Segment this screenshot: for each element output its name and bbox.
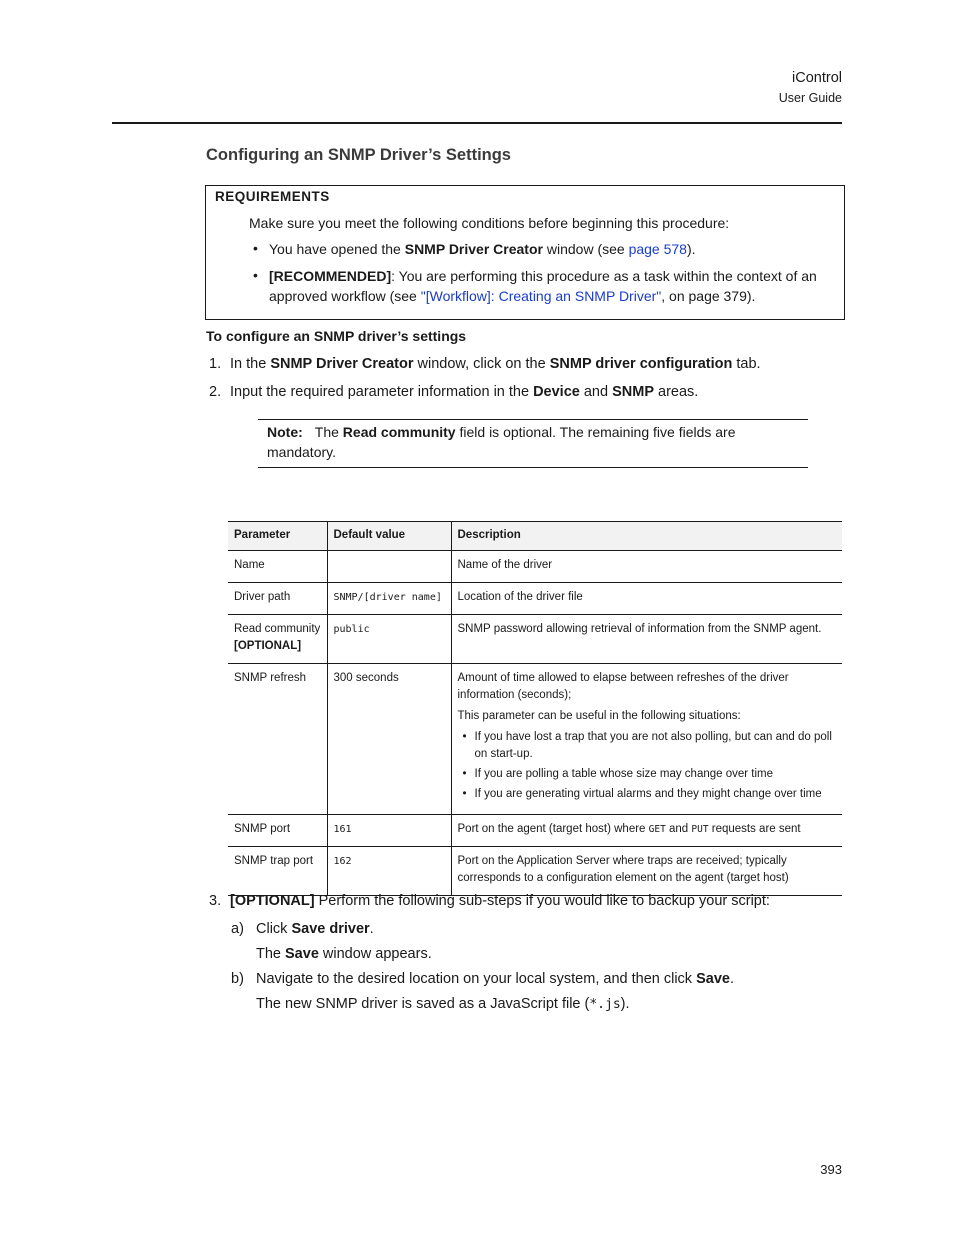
substep-a-text: Click Save driver. bbox=[256, 921, 374, 937]
workflow-link[interactable]: "[Workflow]: Creating an SNMP Driver" bbox=[420, 288, 662, 304]
requirements-title: REQUIREMENTS bbox=[215, 189, 330, 204]
header-divider bbox=[112, 122, 842, 124]
table-row bbox=[228, 551, 842, 583]
step-3-text: [OPTIONAL] Perform the following sub-steps if you would like to backup your script: bbox=[230, 893, 770, 909]
column-header: Default value bbox=[327, 522, 451, 551]
section-title: Configuring an SNMP Driver’s Settings bbox=[206, 146, 511, 164]
table-row bbox=[228, 664, 842, 815]
parameter-cell: Name bbox=[228, 551, 327, 583]
step-1-text: In the SNMP Driver Creator window, click on the SNMP driver configuration tab. bbox=[230, 356, 761, 372]
table-header-row bbox=[228, 522, 842, 551]
situation-list bbox=[458, 729, 837, 803]
requirements-intro: Make sure you meet the following conditions before beginning this procedure: bbox=[249, 215, 730, 231]
default-value-cell: 162 bbox=[327, 847, 451, 896]
description-cell: Amount of time allowed to elapse between refreshes of the driver information (seconds); This parameter can be useful in the following situations: • If you have lost a trap that you are not also polling, but can and do poll on start-up. • If you are polling a table whose size may change over time • If you are generating virtual alarms and they might change over time bbox=[451, 664, 842, 815]
requirement-item-1: You have opened the SNMP Driver Creator window (see page 578). bbox=[269, 241, 696, 257]
description-cell: Port on the Application Server where traps are received; typically corresponds to a configuration element on the agent (target host) bbox=[451, 847, 842, 896]
description-cell: Name of the driver bbox=[451, 551, 842, 583]
column-header: Description bbox=[451, 522, 842, 551]
header-guide-name: User Guide bbox=[778, 91, 842, 105]
step-number: 1. bbox=[209, 356, 222, 372]
description-cell: SNMP password allowing retrieval of information from the SNMP agent. bbox=[451, 615, 842, 664]
parameter-cell: Driver path bbox=[228, 583, 327, 615]
step-number: 3. bbox=[209, 893, 222, 909]
page-link[interactable]: page 578 bbox=[628, 241, 687, 257]
default-value-cell: 300 seconds bbox=[327, 664, 451, 815]
note: Note: The Read community field is optional. The remaining five fields are mandatory. bbox=[267, 424, 736, 460]
default-value-cell: SNMP/[driver name] bbox=[327, 583, 451, 615]
header-product-name: iControl bbox=[792, 70, 842, 86]
step-2-text: Input the required parameter information in the Device and SNMP areas. bbox=[230, 384, 699, 400]
default-value-cell: 161 bbox=[327, 815, 451, 847]
table-row bbox=[228, 847, 842, 896]
requirement-item-2: [RECOMMENDED]: You are performing this procedure as a task within the context of an approved workflow (see "[Workflow]: Creating an SNMP Driver", on page 379). bbox=[269, 268, 817, 304]
column-header: Parameter bbox=[228, 522, 327, 551]
table-row bbox=[228, 583, 842, 615]
substep-b-result: The new SNMP driver is saved as a JavaScript file (*.js). bbox=[256, 996, 630, 1012]
optional-tag: [OPTIONAL] bbox=[234, 640, 302, 652]
parameter-cell: SNMP trap port bbox=[228, 847, 327, 896]
list-item: • If you have lost a trap that you are not also polling, but can and do poll on start-up. bbox=[458, 729, 837, 763]
description-cell: Location of the driver file bbox=[451, 583, 842, 615]
substep-a-result: The Save window appears. bbox=[256, 946, 432, 962]
substep-label: a) bbox=[231, 921, 244, 937]
bullet-icon: • bbox=[253, 267, 258, 283]
note-label: Note: bbox=[267, 424, 303, 440]
default-value-cell bbox=[327, 551, 451, 583]
substep-label: b) bbox=[231, 971, 244, 987]
parameter-table bbox=[228, 521, 842, 896]
step-number: 2. bbox=[209, 384, 222, 400]
description-cell: Port on the agent (target host) where GET and PUT requests are sent bbox=[451, 815, 842, 847]
bullet-icon: • bbox=[253, 240, 258, 256]
parameter-cell: Read community [OPTIONAL] bbox=[228, 615, 327, 664]
parameter-cell: SNMP refresh bbox=[228, 664, 327, 815]
list-item: • If you are polling a table whose size may change over time bbox=[458, 766, 837, 783]
page-number: 393 bbox=[820, 1162, 842, 1177]
procedure-title: To configure an SNMP driver’s settings bbox=[206, 328, 467, 344]
list-item: • If you are generating virtual alarms and they might change over time bbox=[458, 786, 837, 803]
default-value-cell: public bbox=[327, 615, 451, 664]
table-row bbox=[228, 815, 842, 847]
note-bottom-rule bbox=[258, 467, 808, 468]
substep-b-text: Navigate to the desired location on your local system, and then click Save. bbox=[256, 971, 734, 987]
table-row bbox=[228, 615, 842, 664]
parameter-cell: SNMP port bbox=[228, 815, 327, 847]
note-top-rule bbox=[258, 419, 808, 420]
